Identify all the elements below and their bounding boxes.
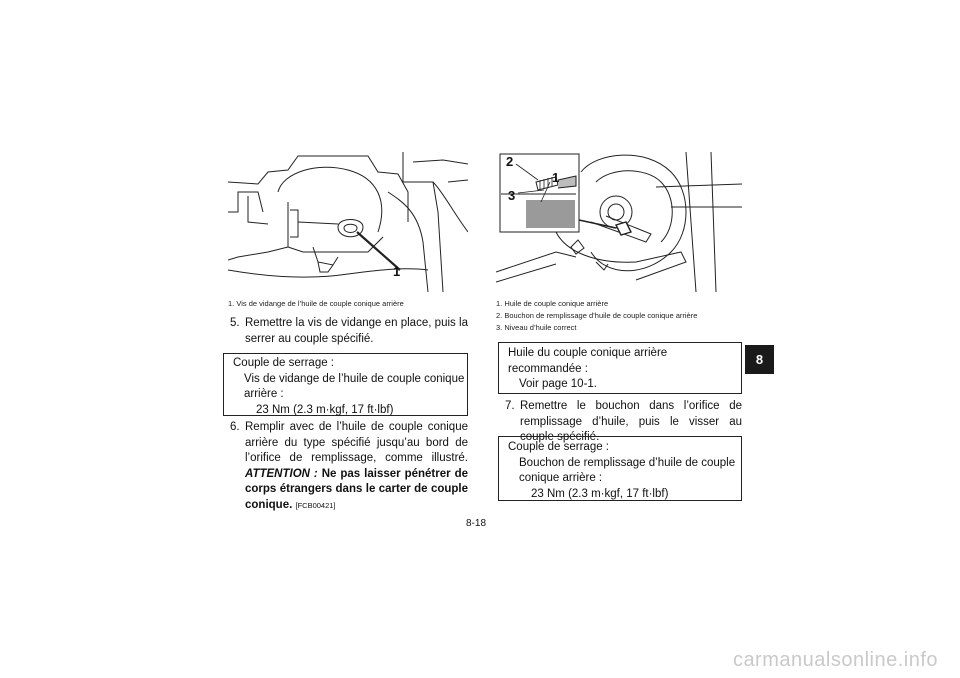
figure-right-caption-2: 2. Bouchon de remplissage d’huile de couple conique arrière xyxy=(496,311,698,320)
step-number: 7. xyxy=(505,400,515,412)
callout-1: 1 xyxy=(393,264,401,279)
figure-right-caption-1: 1. Huile de couple conique arrière xyxy=(496,299,609,308)
box-line: arrière : xyxy=(244,388,284,400)
box-title: Couple de serrage : xyxy=(508,441,610,453)
torque-value: 23 Nm (2.3 m·kgf, 17 ft·lbf) xyxy=(256,403,394,416)
box-line: Vis de vidange de l’huile de couple conique xyxy=(244,372,465,385)
box-title: Huile du couple conique arrière xyxy=(508,347,668,359)
step-number: 6. xyxy=(230,421,240,433)
watermark: carmanualsonline.info xyxy=(732,649,938,671)
figure-left-caption: 1. Vis de vidange de l’huile de couple conique arrière xyxy=(228,299,404,308)
section-tab: 8 xyxy=(745,345,774,374)
step-7 xyxy=(505,399,742,443)
step-5 xyxy=(230,316,468,348)
torque-value: 23 Nm (2.3 m·kgf, 17 ft·lbf) xyxy=(531,487,669,500)
attention-label: ATTENTION : xyxy=(245,467,318,480)
step-text: Remplir avec de l’huile de couple conique arrière du type spécifié jusqu’au bord de l’orifice de remplissage, comme illustré. xyxy=(245,421,468,464)
step-number: 5. xyxy=(230,317,240,329)
box-line: conique arrière : xyxy=(519,472,603,484)
figure-drain-bolt xyxy=(228,152,468,292)
callout-2: 2 xyxy=(506,154,514,169)
step-6 xyxy=(230,420,468,510)
step-text: Remettre la vis de vidange en place, puis la serrer au couple spécifié. xyxy=(245,317,468,345)
attention-text: Ne pas laisser pénétrer de corps étrangers dans le carter de couple conique. xyxy=(245,467,468,511)
box-line: Bouchon de remplissage d’huile de couple xyxy=(519,456,736,469)
figure-right-caption-3: 3. Niveau d’huile correct xyxy=(496,323,577,332)
fill-plug-illustration xyxy=(496,152,742,292)
torque-spec-box-fill-plug xyxy=(498,436,742,501)
box-title: Couple de serrage : xyxy=(233,357,335,369)
step-text: Remettre le bouchon dans l’orifice de remplissage d’huile, puis le visser au couple spécifié. xyxy=(520,400,742,443)
torque-spec-box-drain-bolt xyxy=(223,353,468,416)
reference-code: [FCB00421] xyxy=(295,500,336,510)
page-number: 8-18 xyxy=(466,518,487,529)
box-line: Voir page 10-1. xyxy=(519,378,598,390)
figure-fill-plug xyxy=(496,152,742,292)
callout-3: 3 xyxy=(508,188,516,203)
box-title: recommandée : xyxy=(508,362,588,375)
recommended-oil-box xyxy=(498,342,742,394)
drain-bolt-illustration xyxy=(228,152,468,292)
callout-1: 1 xyxy=(552,170,560,185)
